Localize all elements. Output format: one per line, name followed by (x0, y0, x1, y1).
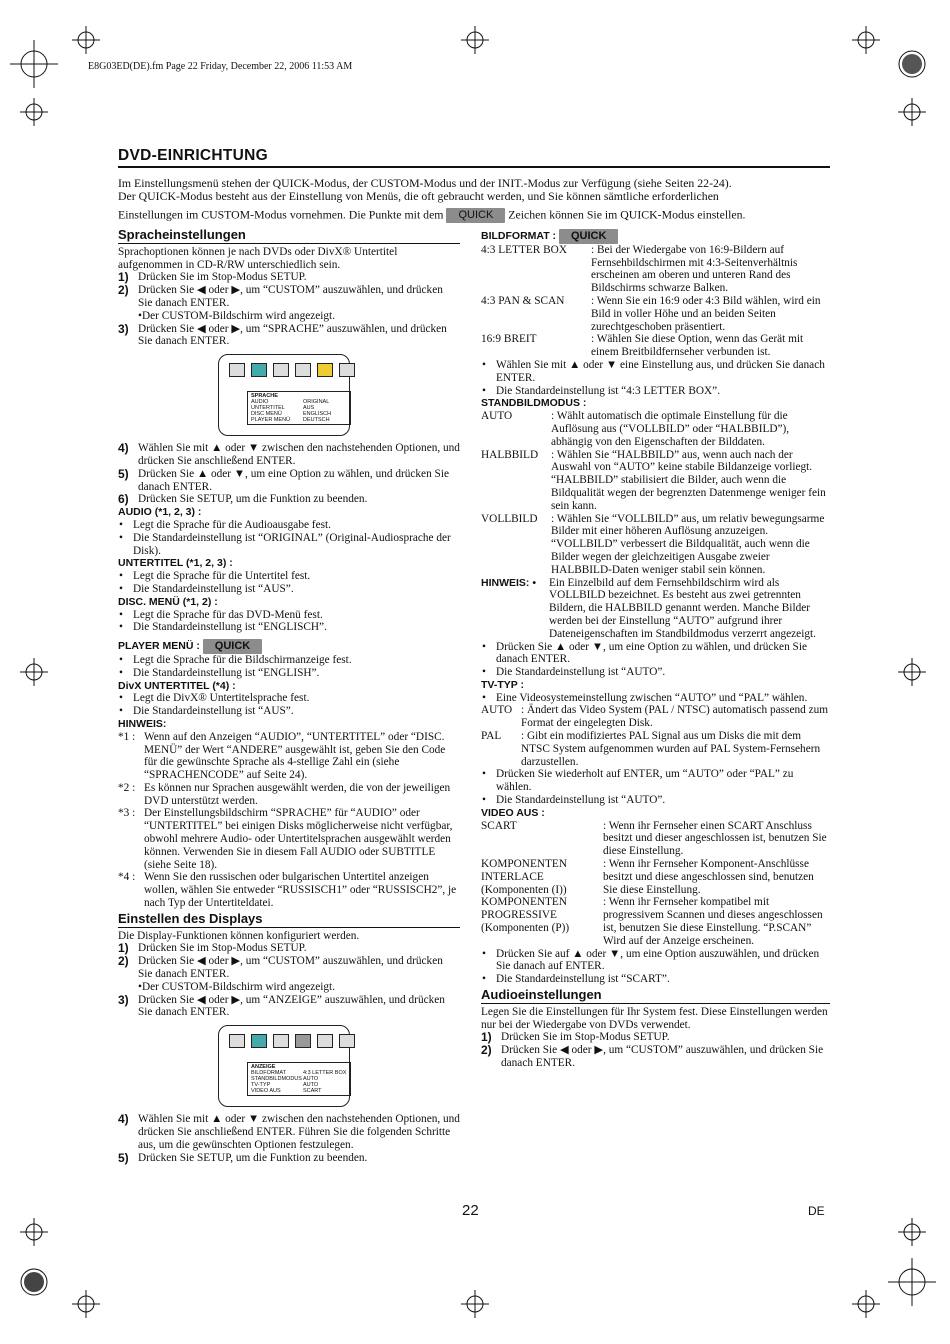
bullet-text: Eine Videosystemeinstellung zwischen “AUTO” und “PAL” wählen. (496, 691, 808, 704)
paragraph: Die Display-Funktionen können konfiguriert werden. (118, 929, 360, 942)
step-text: Drücken Sie ◀ oder ▶, um “CUSTOM” auszuwählen, und drücken Sie danach ENTER. (501, 1044, 824, 1069)
def-value: : Bei der Wiedergabe von 16:9-Bildern auf Fernsehbildschirmen mit 4:3-Seitenverhältnis erscheinen am oberen und unteren Rand des Bildschirms schwarze Balken. (591, 243, 798, 295)
step-note: •Der CUSTOM-Bildschirm wird angezeigt. (138, 980, 336, 993)
def-key: VOLLBILD (481, 512, 538, 525)
intro-line-3a: Einstellungen im CUSTOM-Modus vornehmen. Die Punkte mit dem (118, 206, 444, 221)
bullet-text: Drücken Sie ▲ oder ▼, um eine Option zu wählen, und drücken Sie danach ENTER. (496, 640, 807, 666)
bullet: • (119, 666, 123, 679)
bullet-text: Die Standardeinstellung ist “4:3 LETTER BOX”. (496, 384, 721, 397)
step-number: 1) (118, 270, 129, 285)
menu-cell: DEUTSCH (303, 417, 330, 424)
step (481, 1044, 830, 1070)
menu-cell: AUTO (303, 1082, 319, 1089)
bullet-text: Die Standardeinstellung ist “AUTO”. (496, 666, 666, 679)
menu-table (247, 391, 351, 425)
def-key: 16:9 BREIT (481, 333, 537, 346)
menu-cell: PLAYER MENÜ (251, 417, 291, 424)
def-key: KOMPONENTEN INTERLACE (Komponenten (I)) (481, 858, 567, 896)
bullet: • (482, 640, 486, 653)
step (118, 1152, 460, 1165)
quick-badge: QUICK (203, 639, 262, 654)
intro-line-1: Im Einstellungsmenü stehen der QUICK-Modus, der CUSTOM-Modus und der INIT.-Modus zur Verfügung (siehe Seiten 22-24). (118, 176, 732, 190)
bullet: • (119, 705, 123, 718)
def-value: : Wählen Sie “VOLLBILD” aus, um relativ bewegungsarme Bilder mit einer höheren Auflösung anzuzeigen. “VOLLBILD” verbessert die Bildqualität, auch wenn die Bilder wegen der gleichzeitigen Ausgabe zweier HALBBILD-Daten weniger stabil sein können. (551, 512, 825, 576)
bullet: • (482, 973, 486, 986)
bullet: • (119, 570, 123, 583)
step (118, 284, 460, 310)
step-number: 2) (481, 1043, 492, 1058)
note-key: *4 : (118, 871, 136, 884)
step (118, 942, 460, 955)
note-text: Der Einstellungsbildschirm “SPRACHE” für “AUDIO” oder “UNTERTITEL” bei einigen Disks möglicherweise nicht verfügbar, obwohl mehrere Audio- oder Untertitelsprachen ausgewählt werden können. Verwenden Sie in diesem Fall AUDIO oder SUBTITLE (siehe Seite 18). (144, 807, 453, 871)
def-value: : Wenn ihr Fernseher Komponent-Anschlüsse besitzt und diese angeschlossen sind, benutzen Sie diese Einstellung. (603, 858, 814, 896)
def-value: : Wenn ihr Fernseher kompatibel mit progressivem Scannen und dieses angeschlossen ist, benutzen Sie diese Einstellung. “P.SCAN” Wird auf der Anzeige erscheinen. (603, 896, 823, 947)
step (118, 271, 460, 284)
menu-cell: ENGLISCH (303, 411, 332, 418)
bullet-text: Die Standardeinstellung ist “AUTO”. (496, 794, 666, 807)
bullet-text: Legt die Sprache für die Bildschirmanzeige fest. (133, 653, 352, 666)
bullet-text: Legt die DivX® Untertitelsprache fest. (133, 692, 310, 705)
def-key: PAL (481, 730, 502, 743)
subheading: UNTERTITEL (*1, 2, 3) : (118, 557, 233, 570)
bullet: • (119, 692, 123, 705)
right-column (481, 229, 830, 1070)
step-text: Drücken Sie im Stop-Modus SETUP. (501, 1031, 670, 1044)
subheading-text: BILDFORMAT : (481, 230, 557, 243)
step (118, 1113, 460, 1151)
subheading: DivX UNTERTITEL (*4) : (118, 679, 236, 692)
page-number: 22 (462, 1202, 479, 1219)
def-key: 4:3 LETTER BOX (481, 243, 567, 256)
step-text: Drücken Sie im Stop-Modus SETUP. (138, 271, 307, 284)
note-text: Es können nur Sprachen ausgewählt werden, die von der jeweiligen DVD unterstützt werden. (144, 781, 451, 807)
def-value: : Gibt ein modifiziertes PAL Signal aus um Disks die mit dem NTSC System aufgenommen wurden auf PAL System-Fernsehern darzustellen. (521, 730, 821, 768)
menu-head: SPRACHE (251, 393, 278, 400)
def-value: : Wenn Sie ein 16:9 oder 4:3 Bild wählen, wird ein Bild in voller Höhe und an beiden Seiten zurechtgeschoben präsentiert. (591, 294, 821, 333)
section-heading-language: Spracheinstellungen (118, 229, 460, 244)
subheading (481, 229, 830, 244)
def-value: : Wählt automatisch die optimale Einstellung für die Auflösung aus (“VOLLBILD” oder “HALBBILD”), abhängig von den Eigenschaften der Bilddaten. (551, 410, 790, 448)
step-text: Drücken Sie SETUP, um die Funktion zu beenden. (138, 493, 368, 506)
menu-cell: SCART (303, 1088, 322, 1095)
step-number: 1) (118, 941, 129, 956)
language-code: DE (808, 1204, 825, 1218)
bullet: • (482, 384, 486, 397)
bullet-text: Legt die Sprache für das DVD-Menü fest. (133, 608, 323, 621)
paragraph: Legen Sie die Einstellungen für Ihr System fest. Diese Einstellungen werden nur bei der Wiedergabe von DVDs verwendet. (481, 1005, 828, 1031)
step (118, 955, 460, 981)
bullet-text: Die Standardeinstellung ist “SCART”. (496, 973, 670, 986)
step (118, 323, 460, 349)
step-number: 6) (118, 492, 129, 507)
bullet-text: Wählen Sie mit ▲ oder ▼ eine Einstellung aus, und drücken Sie danach ENTER. (496, 358, 825, 384)
def-key: KOMPONENTEN PROGRESSIVE (Komponenten (P)) (481, 896, 570, 935)
menu-cell: BILDFORMAT (251, 1070, 287, 1077)
def-key: 4:3 PAN & SCAN (481, 294, 565, 307)
bullet-text: Drücken Sie wiederholt auf ENTER, um “AUTO” oder “PAL” zu wählen. (496, 768, 794, 794)
step-text: Drücken Sie SETUP, um die Funktion zu beenden. (138, 1151, 368, 1164)
def-value: : Ändert das Video System (PAL / NTSC) automatisch passend zum Format der eingelegten Disk. (521, 704, 829, 730)
bullet-text: Die Standardeinstellung ist “AUS”. (133, 705, 294, 718)
bullet: • (119, 621, 123, 634)
step-number: 3) (118, 992, 129, 1007)
bullet: • (119, 531, 123, 544)
step (118, 468, 460, 494)
def-value: : Wenn ihr Fernseher einen SCART Anschluss besitzt und dieser angeschlossen ist, benutzen Sie diese Einstellung. (603, 819, 827, 858)
step-number: 3) (118, 321, 129, 336)
menu-cell: DISC MENÜ (251, 411, 282, 418)
bullet: • (482, 794, 486, 807)
step-number: 4) (118, 1112, 129, 1127)
file-header: E8G03ED(DE).fm Page 22 Friday, December 22, 2006 11:53 AM (88, 61, 353, 72)
bullet-text: Legt die Sprache für die Untertitel fest. (133, 570, 311, 583)
step-text: Drücken Sie ◀ oder ▶, um “CUSTOM” auszuwählen, und drücken Sie danach ENTER. (138, 284, 443, 309)
subheading: TV-TYP : (481, 678, 524, 691)
bullet: • (482, 666, 486, 679)
note-key: *1 : (118, 730, 136, 743)
language-menu-illustration (218, 354, 350, 436)
step-number: 2) (118, 954, 129, 969)
bullet: • (482, 358, 486, 371)
bullet: • (482, 691, 486, 704)
bullet-text: Die Standardeinstellung ist “AUS”. (133, 582, 294, 595)
subheading: VIDEO AUS : (481, 806, 545, 819)
left-column (118, 229, 460, 1164)
bullet: • (119, 518, 123, 531)
bullet-text: Die Standardeinstellung ist “ORIGINAL” (Original-Audiosprache der Disk). (133, 531, 451, 557)
step-text: Drücken Sie ◀ oder ▶, um “ANZEIGE” auszuwählen, und drücken Sie danach ENTER. (138, 993, 445, 1019)
menu-cell: TV-TYP (251, 1082, 271, 1089)
bullet-text: Die Standardeinstellung ist “ENGLISH”. (133, 666, 320, 679)
step (118, 994, 460, 1020)
subheading: AUDIO (*1, 2, 3) : (118, 506, 202, 519)
def-value: : Wählen Sie diese Option, wenn das Gerät mit einem Breitbildfernseher verbunden ist. (591, 333, 804, 359)
step-number: 5) (118, 1150, 129, 1165)
intro-line-2: Der QUICK-Modus besteht aus der Einstellung von Menüs, die oft gebraucht werden, und Sie können sämtliche erforderlichen (118, 189, 719, 204)
bullet: • (482, 768, 486, 781)
menu-cell: 4:3 LETTER BOX (303, 1070, 347, 1077)
bullet: • (119, 653, 123, 666)
menu-cell: AUS (303, 405, 315, 412)
step (481, 1031, 830, 1044)
note-key: *3 : (118, 807, 136, 820)
def-key: AUTO (481, 704, 513, 717)
bullet-text: Drücken Sie auf ▲ oder ▼, um eine Option auszuwählen, und drücken Sie danach auf ENTER. (496, 947, 820, 973)
paragraph: Sprachoptionen können je nach DVDs oder DivX® Untertitel aufgenommen in CD-R/RW unterschiedlich sein. (118, 245, 398, 271)
def-value: Ein Einzelbild auf dem Fernsehbildschirm wird als VOLLBILD bezeichnet. Es besteht aus zwei getrennten Bildern, die HALBBILD genannt werden. Manche Bilder werden bei der Einstellung “AUTO” aufgrund ihrer Dateneigenschaften im Standbildmodus verzerrt angezeigt. (549, 576, 816, 640)
note-key: *2 : (118, 781, 136, 794)
note-text: Wenn Sie den russischen oder bulgarischen Untertitel anzeigen wollen, wählen Sie entweder “RUSSISCH1” oder “RUSSISCH2”, je nach Typ der Untertiteldatei. (144, 871, 457, 910)
step-number: 4) (118, 441, 129, 456)
bullet: • (119, 608, 123, 621)
step-text: Wählen Sie mit ▲ oder ▼ zwischen den nachstehenden Optionen, und drücken Sie anschließend ENTER. (138, 442, 460, 467)
page-title: DVD-EINRICHTUNG (118, 147, 269, 164)
display-menu-illustration (218, 1025, 350, 1107)
title-rule (118, 166, 830, 168)
menu-cell: UNTERTITEL (251, 405, 285, 412)
step-number: 1) (481, 1030, 492, 1045)
menu-cell: AUTO (303, 1076, 319, 1083)
step (118, 442, 460, 468)
section-heading-audio: Audioeinstellungen (481, 989, 830, 1004)
note-text: Wenn auf den Anzeigen “AUDIO”, “UNTERTITEL” oder “DISC. MENÜ” der Wert “ANDERE” ausgewählt ist, geben Sie den Code für die gewünschte Sprache als 4-stellige Zahl ein (siehe “SPRACHENCODE” auf Seite 24). (144, 730, 446, 782)
menu-cell: ORIGINAL (303, 399, 330, 406)
def-key: HINWEIS: • (481, 576, 537, 589)
subheading-text: PLAYER MENÜ : (118, 640, 200, 653)
def-key: SCART (481, 819, 517, 832)
intro-line-3b: Zeichen können Sie im QUICK-Modus einstellen. (508, 206, 746, 221)
step-note: •Der CUSTOM-Bildschirm wird angezeigt. (138, 309, 336, 322)
bullet-text: Legt die Sprache für die Audioausgabe fest. (133, 518, 331, 531)
def-key: AUTO (481, 410, 513, 423)
bullet-text: Die Standardeinstellung ist “ENGLISCH”. (133, 621, 327, 634)
menu-table (247, 1062, 351, 1096)
def-value: : Wählen Sie “HALBBILD” aus, wenn auch nach der Auswahl von “AUTO” keine stabile Bildanzeige vorliegt. “HALBBILD” stabilisiert die Bilder, auch wenn die Bildqualität wegen der begrenzten Datenmenge weniger fein sein kann. (551, 448, 826, 512)
step-text: Drücken Sie ◀ oder ▶, um “SPRACHE” auszuwählen, und drücken Sie danach ENTER. (138, 322, 447, 348)
step-text: Drücken Sie ▲ oder ▼, um eine Option zu wählen, und drücken Sie danach ENTER. (138, 467, 449, 493)
quick-badge: QUICK (559, 229, 618, 244)
menu-cell: STANDBILDMODUS (251, 1076, 302, 1083)
menu-cell: AUDIO (251, 399, 269, 406)
step-number: 2) (118, 283, 129, 298)
step-text: Wählen Sie mit ▲ oder ▼ zwischen den nachstehenden Optionen, und drücken Sie anschließend ENTER. Führen Sie die folgenden Schritte aus, um die gewünschten Optionen festzulegen. (138, 1113, 460, 1151)
def-key: HALBBILD (481, 448, 539, 461)
subheading: DISC. MENÜ (*1, 2) : (118, 595, 218, 608)
section-heading-display: Einstellen des Displays (118, 913, 460, 928)
intro-text (118, 177, 830, 223)
bullet: • (482, 947, 486, 960)
bullet: • (119, 582, 123, 595)
step (118, 493, 460, 506)
subheading: STANDBILDMODUS : (481, 397, 587, 410)
menu-head: ANZEIGE (251, 1064, 276, 1071)
step-number: 5) (118, 466, 129, 481)
quick-badge: QUICK (446, 208, 505, 223)
subheading: HINWEIS: (118, 717, 167, 730)
menu-cell: VIDEO AUS (251, 1088, 281, 1095)
step-text: Drücken Sie ◀ oder ▶, um “CUSTOM” auszuwählen, und drücken Sie danach ENTER. (138, 955, 443, 981)
subheading (118, 639, 460, 654)
step-text: Drücken Sie im Stop-Modus SETUP. (138, 942, 307, 955)
